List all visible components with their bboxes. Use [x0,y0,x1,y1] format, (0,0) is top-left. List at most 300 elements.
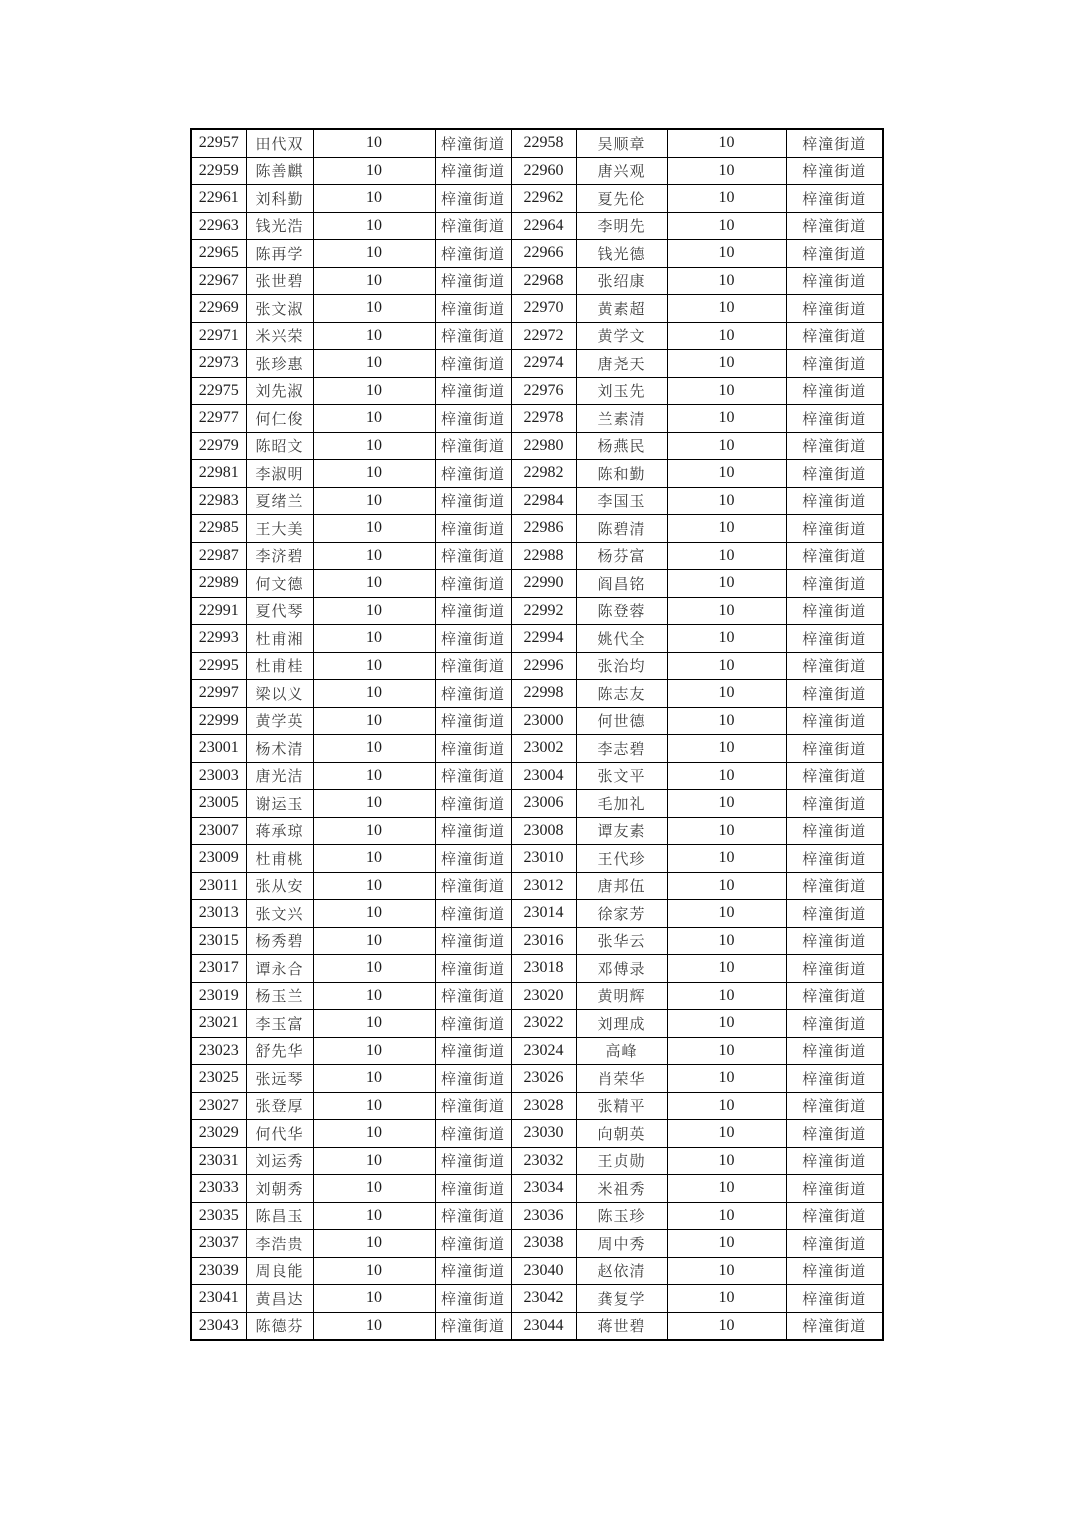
name-cell: 杨玉兰 [246,982,313,1010]
name-cell: 李玉富 [246,1010,313,1038]
name-cell: 唐邦伍 [576,872,667,900]
name-cell: 黄素超 [576,295,667,323]
street-cell: 梓潼街道 [786,900,883,928]
table-row [191,1285,883,1313]
score-cell: 10 [313,790,435,818]
street-cell: 梓潼街道 [435,817,511,845]
street-cell: 梓潼街道 [786,295,883,323]
id-cell: 23022 [511,1010,576,1038]
name-cell: 何世德 [576,707,667,735]
name-cell: 杨术清 [246,735,313,763]
street-cell: 梓潼街道 [786,955,883,983]
table-row [191,707,883,735]
id-cell: 23027 [191,1092,246,1120]
score-cell: 10 [313,900,435,928]
id-cell: 23017 [191,955,246,983]
score-cell: 10 [313,1120,435,1148]
id-cell: 23026 [511,1065,576,1093]
street-cell: 梓潼街道 [786,652,883,680]
score-cell: 10 [667,1285,786,1313]
score-cell: 10 [667,1010,786,1038]
id-cell: 22995 [191,652,246,680]
table-row [191,680,883,708]
name-cell: 刘运秀 [246,1147,313,1175]
score-cell: 10 [667,597,786,625]
name-cell: 杜甫湘 [246,625,313,653]
score-cell: 10 [667,570,786,598]
table-row [191,625,883,653]
score-cell: 10 [313,982,435,1010]
table-row [191,1092,883,1120]
table-row [191,1257,883,1285]
id-cell: 22976 [511,377,576,405]
street-cell: 梓潼街道 [435,680,511,708]
street-cell: 梓潼街道 [786,185,883,213]
id-cell: 23007 [191,817,246,845]
id-cell: 22960 [511,157,576,185]
street-cell: 梓潼街道 [435,542,511,570]
table-row [191,570,883,598]
name-cell: 徐家芳 [576,900,667,928]
id-cell: 23024 [511,1037,576,1065]
score-cell: 10 [313,542,435,570]
street-cell: 梓潼街道 [786,405,883,433]
id-cell: 22985 [191,515,246,543]
table-row [191,157,883,185]
street-cell: 梓潼街道 [786,157,883,185]
name-cell: 刘科勤 [246,185,313,213]
street-cell: 梓潼街道 [786,212,883,240]
street-cell: 梓潼街道 [786,1120,883,1148]
id-cell: 22973 [191,350,246,378]
id-cell: 22998 [511,680,576,708]
street-cell: 梓潼街道 [435,240,511,268]
name-cell: 阎昌铭 [576,570,667,598]
street-cell: 梓潼街道 [435,267,511,295]
name-cell: 王大美 [246,515,313,543]
table-row [191,982,883,1010]
name-cell: 向朝英 [576,1120,667,1148]
id-cell: 23005 [191,790,246,818]
name-cell: 陈志友 [576,680,667,708]
id-cell: 22975 [191,377,246,405]
table-row [191,295,883,323]
score-cell: 10 [313,1257,435,1285]
score-cell: 10 [667,377,786,405]
id-cell: 23014 [511,900,576,928]
name-cell: 夏绪兰 [246,487,313,515]
name-cell: 唐尧天 [576,350,667,378]
id-cell: 23019 [191,982,246,1010]
street-cell: 梓潼街道 [786,1147,883,1175]
score-cell: 10 [313,1010,435,1038]
name-cell: 杨芬富 [576,542,667,570]
score-cell: 10 [667,1202,786,1230]
id-cell: 23025 [191,1065,246,1093]
street-cell: 梓潼街道 [435,1257,511,1285]
id-cell: 23043 [191,1312,246,1340]
id-cell: 22997 [191,680,246,708]
name-cell: 钱光浩 [246,212,313,240]
name-cell: 米祖秀 [576,1175,667,1203]
score-cell: 10 [313,515,435,543]
street-cell: 梓潼街道 [435,1147,511,1175]
id-cell: 23031 [191,1147,246,1175]
id-cell: 22959 [191,157,246,185]
score-cell: 10 [313,570,435,598]
score-cell: 10 [667,487,786,515]
name-cell: 田代双 [246,129,313,157]
id-cell: 22981 [191,460,246,488]
score-cell: 10 [313,212,435,240]
id-cell: 23006 [511,790,576,818]
score-cell: 10 [313,652,435,680]
name-cell: 刘玉先 [576,377,667,405]
score-cell: 10 [313,129,435,157]
score-cell: 10 [667,350,786,378]
table-row [191,185,883,213]
street-cell: 梓潼街道 [435,845,511,873]
id-cell: 22989 [191,570,246,598]
score-cell: 10 [667,295,786,323]
street-cell: 梓潼街道 [435,1092,511,1120]
score-cell: 10 [667,185,786,213]
id-cell: 23012 [511,872,576,900]
name-cell: 舒先华 [246,1037,313,1065]
street-cell: 梓潼街道 [435,1065,511,1093]
id-cell: 22984 [511,487,576,515]
table-row [191,790,883,818]
id-cell: 23034 [511,1175,576,1203]
table-row [191,212,883,240]
score-cell: 10 [667,982,786,1010]
id-cell: 22965 [191,240,246,268]
score-cell: 10 [313,1285,435,1313]
score-cell: 10 [313,405,435,433]
street-cell: 梓潼街道 [786,377,883,405]
table-row [191,872,883,900]
street-cell: 梓潼街道 [786,1065,883,1093]
table-row [191,487,883,515]
id-cell: 22970 [511,295,576,323]
id-cell: 23042 [511,1285,576,1313]
name-cell: 谭友素 [576,817,667,845]
name-cell: 李淑明 [246,460,313,488]
street-cell: 梓潼街道 [786,625,883,653]
name-cell: 夏先伦 [576,185,667,213]
table-row [191,267,883,295]
score-cell: 10 [667,157,786,185]
id-cell: 23030 [511,1120,576,1148]
name-cell: 陈昌玉 [246,1202,313,1230]
score-cell: 10 [667,872,786,900]
id-cell: 22979 [191,432,246,460]
id-cell: 22977 [191,405,246,433]
street-cell: 梓潼街道 [435,900,511,928]
score-cell: 10 [313,597,435,625]
name-cell: 张世碧 [246,267,313,295]
score-cell: 10 [667,1175,786,1203]
name-cell: 刘先淑 [246,377,313,405]
street-cell: 梓潼街道 [435,1230,511,1258]
name-cell: 刘理成 [576,1010,667,1038]
street-cell: 梓潼街道 [786,1285,883,1313]
table-row [191,1147,883,1175]
street-cell: 梓潼街道 [786,240,883,268]
name-cell: 张远琴 [246,1065,313,1093]
street-cell: 梓潼街道 [786,762,883,790]
street-cell: 梓潼街道 [435,707,511,735]
name-cell: 黄学文 [576,322,667,350]
name-cell: 肖荣华 [576,1065,667,1093]
name-cell: 王贞勋 [576,1147,667,1175]
score-cell: 10 [313,157,435,185]
id-cell: 22992 [511,597,576,625]
street-cell: 梓潼街道 [786,872,883,900]
score-cell: 10 [313,185,435,213]
id-cell: 22962 [511,185,576,213]
street-cell: 梓潼街道 [786,515,883,543]
name-cell: 周良能 [246,1257,313,1285]
street-cell: 梓潼街道 [786,927,883,955]
street-cell: 梓潼街道 [435,982,511,1010]
table-row [191,350,883,378]
id-cell: 23004 [511,762,576,790]
street-cell: 梓潼街道 [786,707,883,735]
name-cell: 毛加礼 [576,790,667,818]
id-cell: 22996 [511,652,576,680]
street-cell: 梓潼街道 [435,432,511,460]
score-cell: 10 [313,1092,435,1120]
score-cell: 10 [313,625,435,653]
name-cell: 杜甫桂 [246,652,313,680]
name-cell: 张治均 [576,652,667,680]
score-cell: 10 [667,790,786,818]
score-cell: 10 [667,927,786,955]
street-cell: 梓潼街道 [786,1312,883,1340]
table-row [191,377,883,405]
score-cell: 10 [313,432,435,460]
score-cell: 10 [313,1037,435,1065]
table-row [191,652,883,680]
name-cell: 钱光德 [576,240,667,268]
name-cell: 张绍康 [576,267,667,295]
score-cell: 10 [667,405,786,433]
street-cell: 梓潼街道 [786,1175,883,1203]
id-cell: 23021 [191,1010,246,1038]
score-cell: 10 [667,129,786,157]
id-cell: 23036 [511,1202,576,1230]
name-cell: 陈和勤 [576,460,667,488]
id-cell: 23018 [511,955,576,983]
id-cell: 23010 [511,845,576,873]
score-cell: 10 [667,680,786,708]
score-cell: 10 [667,1037,786,1065]
score-cell: 10 [313,955,435,983]
street-cell: 梓潼街道 [786,680,883,708]
street-cell: 梓潼街道 [435,1120,511,1148]
id-cell: 23015 [191,927,246,955]
street-cell: 梓潼街道 [435,927,511,955]
street-cell: 梓潼街道 [435,515,511,543]
street-cell: 梓潼街道 [786,460,883,488]
name-cell: 唐光洁 [246,762,313,790]
street-cell: 梓潼街道 [435,157,511,185]
id-cell: 22999 [191,707,246,735]
street-cell: 梓潼街道 [786,1010,883,1038]
score-cell: 10 [313,460,435,488]
id-cell: 23035 [191,1202,246,1230]
roster-table [190,128,884,1341]
score-cell: 10 [313,1147,435,1175]
name-cell: 李国玉 [576,487,667,515]
table-row [191,1202,883,1230]
name-cell: 张珍惠 [246,350,313,378]
name-cell: 黄学英 [246,707,313,735]
table-row [191,1065,883,1093]
name-cell: 张从安 [246,872,313,900]
score-cell: 10 [313,487,435,515]
table-row [191,1175,883,1203]
score-cell: 10 [667,652,786,680]
street-cell: 梓潼街道 [786,735,883,763]
name-cell: 陈玉珍 [576,1202,667,1230]
score-cell: 10 [313,350,435,378]
score-cell: 10 [313,267,435,295]
score-cell: 10 [667,240,786,268]
id-cell: 23013 [191,900,246,928]
score-cell: 10 [313,240,435,268]
score-cell: 10 [667,625,786,653]
id-cell: 22988 [511,542,576,570]
street-cell: 梓潼街道 [435,1285,511,1313]
name-cell: 夏代琴 [246,597,313,625]
name-cell: 杜甫桃 [246,845,313,873]
score-cell: 10 [667,1120,786,1148]
id-cell: 22971 [191,322,246,350]
id-cell: 22980 [511,432,576,460]
id-cell: 22993 [191,625,246,653]
street-cell: 梓潼街道 [786,322,883,350]
street-cell: 梓潼街道 [435,790,511,818]
id-cell: 22957 [191,129,246,157]
score-cell: 10 [667,735,786,763]
id-cell: 23023 [191,1037,246,1065]
name-cell: 蒋世碧 [576,1312,667,1340]
id-cell: 22968 [511,267,576,295]
street-cell: 梓潼街道 [786,129,883,157]
table-row [191,432,883,460]
table-row [191,129,883,157]
table-row [191,460,883,488]
score-cell: 10 [313,927,435,955]
id-cell: 23016 [511,927,576,955]
id-cell: 22978 [511,405,576,433]
roster-table-body [191,129,883,1340]
id-cell: 22982 [511,460,576,488]
name-cell: 蒋承琼 [246,817,313,845]
street-cell: 梓潼街道 [435,295,511,323]
name-cell: 何代华 [246,1120,313,1148]
name-cell: 陈昭文 [246,432,313,460]
name-cell: 李明先 [576,212,667,240]
score-cell: 10 [667,1230,786,1258]
score-cell: 10 [313,707,435,735]
table-row [191,1037,883,1065]
street-cell: 梓潼街道 [435,955,511,983]
score-cell: 10 [667,432,786,460]
street-cell: 梓潼街道 [786,790,883,818]
name-cell: 王代珍 [576,845,667,873]
id-cell: 23000 [511,707,576,735]
street-cell: 梓潼街道 [435,1037,511,1065]
street-cell: 梓潼街道 [435,735,511,763]
score-cell: 10 [667,1147,786,1175]
id-cell: 22983 [191,487,246,515]
name-cell: 张华云 [576,927,667,955]
name-cell: 张文平 [576,762,667,790]
name-cell: 张精平 [576,1092,667,1120]
street-cell: 梓潼街道 [786,350,883,378]
table-row [191,1010,883,1038]
table-row [191,1230,883,1258]
score-cell: 10 [667,817,786,845]
score-cell: 10 [667,267,786,295]
id-cell: 22991 [191,597,246,625]
score-cell: 10 [313,1065,435,1093]
street-cell: 梓潼街道 [435,377,511,405]
table-row [191,955,883,983]
street-cell: 梓潼街道 [786,542,883,570]
score-cell: 10 [667,1312,786,1340]
id-cell: 22958 [511,129,576,157]
id-cell: 23011 [191,872,246,900]
street-cell: 梓潼街道 [786,1037,883,1065]
name-cell: 谭永合 [246,955,313,983]
street-cell: 梓潼街道 [786,1092,883,1120]
name-cell: 周中秀 [576,1230,667,1258]
name-cell: 黄明辉 [576,982,667,1010]
id-cell: 22986 [511,515,576,543]
street-cell: 梓潼街道 [786,597,883,625]
name-cell: 张登厚 [246,1092,313,1120]
street-cell: 梓潼街道 [786,487,883,515]
score-cell: 10 [313,680,435,708]
score-cell: 10 [667,955,786,983]
score-cell: 10 [313,1230,435,1258]
id-cell: 23038 [511,1230,576,1258]
table-row [191,817,883,845]
street-cell: 梓潼街道 [435,1175,511,1203]
name-cell: 杨秀碧 [246,927,313,955]
id-cell: 23008 [511,817,576,845]
id-cell: 23040 [511,1257,576,1285]
name-cell: 陈德芬 [246,1312,313,1340]
table-row [191,927,883,955]
street-cell: 梓潼街道 [786,1230,883,1258]
table-row [191,1312,883,1340]
score-cell: 10 [313,762,435,790]
id-cell: 23028 [511,1092,576,1120]
id-cell: 22974 [511,350,576,378]
street-cell: 梓潼街道 [435,460,511,488]
id-cell: 23037 [191,1230,246,1258]
score-cell: 10 [313,1175,435,1203]
street-cell: 梓潼街道 [786,1202,883,1230]
street-cell: 梓潼街道 [435,185,511,213]
score-cell: 10 [313,872,435,900]
street-cell: 梓潼街道 [435,1202,511,1230]
